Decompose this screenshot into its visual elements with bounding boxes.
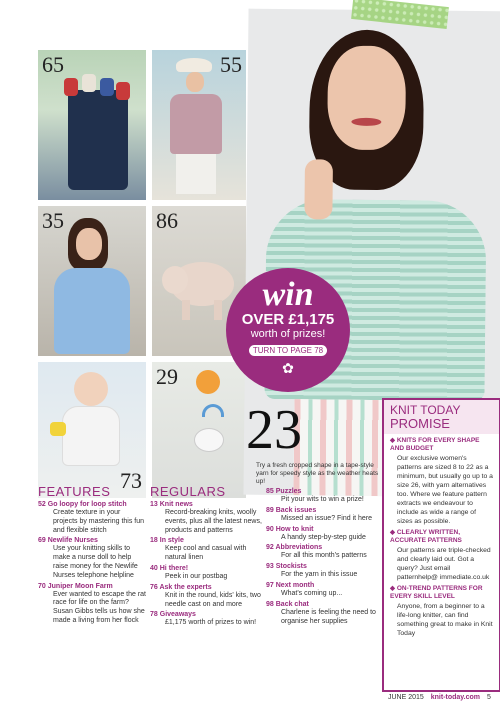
item-body: Pit your wits to win a prize! <box>281 496 364 503</box>
promise-box <box>382 398 500 692</box>
list-item[interactable] <box>38 583 146 626</box>
promise-section <box>384 526 499 582</box>
diamond-icon: ◆ <box>390 529 397 536</box>
regulars-column <box>150 484 262 628</box>
item-page: 70 <box>38 582 46 590</box>
item-page: 13 <box>150 501 158 508</box>
thumb-golf-club-covers <box>38 50 146 200</box>
promise-section <box>384 434 499 526</box>
footer-page-number: 5 <box>486 694 491 701</box>
item-title: Stockists <box>275 563 307 571</box>
item-page: 89 <box>266 506 274 514</box>
item-page: 85 <box>266 488 274 495</box>
item-title: Newlife Nurses <box>47 537 98 545</box>
win-turn-to-page: TURN TO PAGE 78 <box>249 345 327 356</box>
thumb-page-number: 29 <box>156 364 178 389</box>
regulars-continued-column <box>266 486 380 626</box>
item-body: What's coming up... <box>281 589 343 597</box>
thumb-nursery-decor <box>152 362 246 498</box>
thumb-page-number: 73 <box>120 468 142 493</box>
list-item[interactable] <box>266 507 380 524</box>
hero-caption: Try a fresh cropped shape in a tape-style yarn for speedy style as the weather heats up! <box>256 462 379 485</box>
promise-section-title: KNITS FOR EVERY SHAPE AND BUDGET <box>390 437 480 452</box>
diamond-icon: ◆ <box>390 437 397 444</box>
win-amount: OVER £1,175 <box>241 311 335 328</box>
item-body: Missed an issue? Find it here <box>281 514 373 522</box>
list-item[interactable] <box>150 611 262 628</box>
item-title: In style <box>159 537 184 545</box>
item-title: Juniper Moon Farm <box>47 582 113 590</box>
item-body: Knit in the round, kids' kits, two needle cast on and more <box>165 591 261 608</box>
item-title: Back issues <box>275 506 317 514</box>
hero-page-number: 23 <box>246 399 302 461</box>
item-page: 18 <box>150 537 158 545</box>
list-item[interactable] <box>38 501 146 535</box>
list-item[interactable] <box>266 601 380 627</box>
promise-section-body: Anyone, from a beginner to a life-long knitter, can find something great to make in Knit Today <box>397 603 493 637</box>
item-page: 97 <box>266 581 274 589</box>
promise-section-body: Our patterns are triple-checked and clearly laid out. Got a query? Just email patternhelp@ immediate.co.uk <box>397 547 491 581</box>
thumb-page-number: 55 <box>220 52 242 77</box>
list-item[interactable] <box>150 565 262 582</box>
thumb-baby-cardigan <box>38 362 146 498</box>
win-subtitle: worth of prizes! <box>250 328 326 340</box>
item-page: 76 <box>150 583 158 591</box>
promise-title-2: PROMISE <box>390 416 450 431</box>
item-title: How to knit <box>275 525 314 533</box>
regulars-heading: REGULARS <box>150 484 226 499</box>
win-word: win <box>262 276 314 313</box>
list-item[interactable] <box>266 488 380 505</box>
item-title: Giveaways <box>159 611 196 619</box>
list-item[interactable] <box>266 526 380 543</box>
list-item[interactable] <box>266 582 380 599</box>
list-item[interactable] <box>266 544 380 561</box>
thumb-page-number: 86 <box>156 208 178 233</box>
item-page: 92 <box>266 544 274 552</box>
item-body: Keep cool and casual with natural linen <box>165 545 247 562</box>
item-page: 90 <box>266 525 274 533</box>
footer-date: JUNE 2015 <box>388 694 424 701</box>
promise-section-title: CLEARLY WRITTEN, ACCURATE PATTERNS <box>390 529 462 544</box>
item-page: 40 <box>150 564 158 572</box>
features-column <box>38 484 146 626</box>
page-footer <box>388 694 491 701</box>
promise-section-body: Our exclusive women's patterns are sized 8 to 22 as a minimum, but usually go up to a size 26, with yarn alternatives too. Where we feature pattern extracts we endeavour to include as wide a range of sizes as possible. <box>397 455 493 525</box>
win-badge <box>226 268 350 392</box>
promise-header <box>384 400 499 434</box>
item-title: Go loopy for loop stitch <box>47 501 127 508</box>
features-heading: FEATURES <box>38 484 111 499</box>
item-body: A handy step-by-step guide <box>281 533 366 541</box>
thumb-page-number: 65 <box>42 52 64 77</box>
item-body: Use your knitting skills to make a nurse doll to help raise money for the Newlife Nurses telephone helpline <box>53 545 138 579</box>
item-body: £1,175 worth of prizes to win! <box>165 619 257 627</box>
item-body: Ever wanted to escape the rat race for life on the farm? Susan Gibbs tells us how she made a living from her flock <box>53 590 146 624</box>
promise-section-title: ON-TREND PATTERNS FOR EVERY SKILL LEVEL <box>390 585 483 600</box>
item-body: For all this month's patterns <box>281 552 367 560</box>
promise-section <box>384 582 499 638</box>
list-item[interactable] <box>150 501 262 535</box>
thumb-page-number: 35 <box>42 208 64 233</box>
item-body: Peek in our postbag <box>165 572 228 580</box>
item-title: Knit news <box>159 501 193 508</box>
item-page: 52 <box>38 501 46 508</box>
list-item[interactable] <box>266 563 380 580</box>
flower-icon: ✿ <box>282 360 294 376</box>
promise-title-1: KNIT TODAY <box>390 403 461 417</box>
item-body: Create texture in your projects by mastering this fun and flexible stitch <box>53 509 145 534</box>
list-item[interactable] <box>150 584 262 610</box>
item-page: 98 <box>266 600 274 608</box>
list-item[interactable] <box>38 537 146 580</box>
footer-site[interactable]: knit-today.com <box>430 694 481 701</box>
item-title: Back chat <box>275 600 309 608</box>
item-title: Ask the experts <box>159 583 212 591</box>
item-title: Hi there! <box>159 564 189 572</box>
thumb-lace-cardigan <box>152 50 246 200</box>
item-body: For the yarn in this issue <box>281 571 358 579</box>
item-title: Next month <box>275 581 315 589</box>
item-title: Puzzles <box>275 488 302 495</box>
item-page: 93 <box>266 563 274 571</box>
item-page: 69 <box>38 537 46 545</box>
item-title: Abbreviations <box>275 544 323 552</box>
list-item[interactable] <box>150 537 262 563</box>
diamond-icon: ◆ <box>390 585 397 592</box>
item-body: Charlene is feeling the need to organise her supplies <box>281 608 376 625</box>
item-body: Record-breaking knits, woolly events, plus all the latest news, products and patterns <box>165 509 262 534</box>
item-page: 78 <box>150 611 158 619</box>
thumb-blue-jumper <box>38 206 146 356</box>
